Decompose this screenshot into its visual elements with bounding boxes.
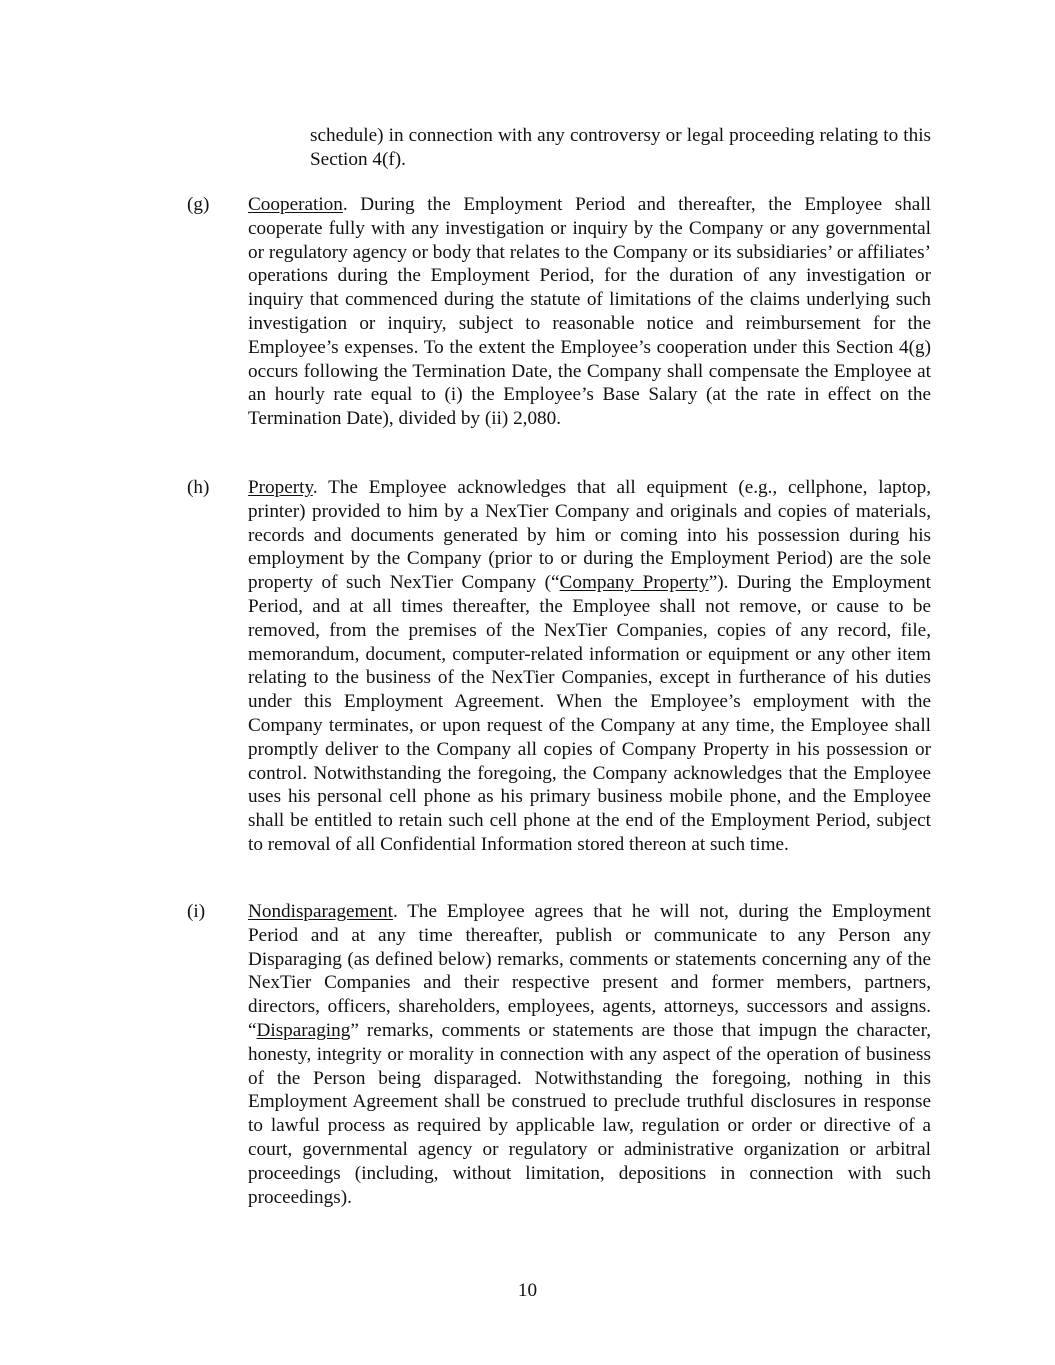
section-i-text-2: ” remarks, comments or statements are those that impugn the character, honesty, integrity or morality in connection with any aspect of the operation of business of the Person being disparaged. Notwithstanding the foregoing, nothing in this Employment Agreement shall be construed to preclude truthful disclosures in response to lawful process as required by applicable law, regulation or order or directive of a court, governmental agency or regulatory or administrative organization or arbitral proceedings (including, without limitation, depositions in connection with such proceedings).	[248, 1019, 931, 1208]
section-h-paragraph	[248, 476, 931, 857]
section-label-g: (g)	[187, 194, 210, 215]
section-h-defined-term: Company Property	[559, 572, 709, 594]
section-g-paragraph	[248, 193, 931, 431]
section-g-heading: Cooperation	[248, 194, 343, 215]
section-i-heading: Nondisparagement	[248, 901, 393, 922]
section-label-i: (i)	[187, 901, 206, 922]
continuation-paragraph: schedule) in connection with any controversy or legal proceeding relating to this Section 4(f).	[310, 125, 931, 170]
section-label-h: (h)	[187, 477, 210, 498]
section-i-defined-term: Disparaging	[256, 1019, 351, 1041]
section-i-text-1: . The Employee agrees that he will not, during the Employment Period and at any time thereafter, publish or communicate to any Person any Disparaging (as defined below) remarks, comments or statements concerning any of the NexTier Companies and their respective present and former members, partners, directors, officers, shareholders, employees, agents, attorneys, successors and assigns. “	[248, 901, 931, 1041]
section-i-paragraph	[248, 900, 931, 1209]
section-h-text-2: ”). During the Employment Period, and at all times thereafter, the Employee shall not remove, or cause to be removed, from the premises of the NexTier Companies, copies of any record, file, memorandum, document, computer-related information or equipment or any other item relating to the business of the NexTier Companies, except in furtherance of his duties under this Employment Agreement. When the Employee’s employment with the Company terminates, or upon request of the Company at any time, the Employee shall promptly deliver to the Company all copies of Company Property in his possession or control. Notwithstanding the foregoing, the Company acknowledges that the Employee uses his personal cell phone as his primary business mobile phone, and the Employee shall be entitled to retain such cell phone at the end of the Employment Period, subject to removal of all Confidential Information stored thereon at such time.	[248, 572, 931, 855]
page-number: 10	[517, 1280, 538, 1301]
section-g-text: . During the Employment Period and thereafter, the Employee shall cooperate fully with any investigation or inquiry by the Company or any governmental or regulatory agency or body that relates to the Company or its subsidiaries’ or affiliates’ operations during the Employment Period, for the duration of any investigation or inquiry that commenced during the statute of limitations of the claims underlying such investigation or inquiry, subject to reasonable notice and reimbursement for the Employee’s expenses. To the extent the Employee’s cooperation under this Section 4(g) occurs following the Termination Date, the Company shall compensate the Employee at an hourly rate equal to (i) the Employee’s Base Salary (at the rate in effect on the Termination Date), divided by (ii) 2,080.	[248, 194, 931, 430]
section-h-heading: Property	[248, 477, 313, 498]
section-h-text-1: . The Employee acknowledges that all equipment (e.g., cellphone, laptop, printer) provided to him by a NexTier Company and originals and copies of materials, records and documents generated by him or coming into his possession during his employment by the Company (prior to or during the Employment Period) are the sole property of such NexTier Company (“	[248, 477, 931, 594]
